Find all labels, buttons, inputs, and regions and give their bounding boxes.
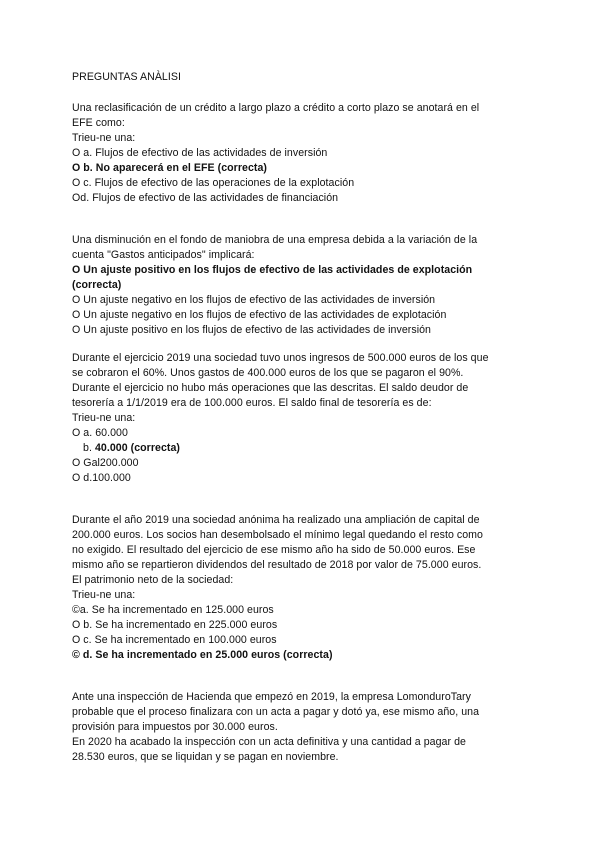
q3-stem-line: se cobraron el 60%. Unos gastos de 400.000 euros de los que se pagaron el 90%. bbox=[72, 367, 464, 379]
q3-option-b-text: 40.000 (correcta) bbox=[94, 442, 180, 454]
q3-option-c: O Gal200.000 bbox=[72, 457, 139, 469]
q1-stem-line: EFE como: bbox=[72, 117, 125, 129]
q4-option-a: ©a. Se ha incrementado en 125.000 euros bbox=[72, 604, 274, 616]
q2-stem-line: cuenta "Gastos anticipados" implicará: bbox=[72, 249, 255, 261]
q3-option-a: O a. 60.000 bbox=[72, 427, 128, 439]
q2-correct-option: O Un ajuste positivo en los flujos de efectivo de las actividades de explotación bbox=[72, 264, 473, 276]
q3-stem-line: Durante el ejercicio no hubo más operaciones que las descritas. El saldo deudor de bbox=[72, 382, 469, 394]
q3-stem-line: tesorería a 1/1/2019 era de 100.000 euros. El saldo final de tesorería es de: bbox=[72, 397, 432, 409]
q2-option: O Un ajuste negativo en los flujos de efectivo de las actividades de inversión bbox=[72, 294, 436, 306]
page-heading: PREGUNTAS ANÀLISI bbox=[72, 71, 181, 83]
q4-stem-line: Durante el año 2019 una sociedad anónima ha realizado una ampliación de capital de bbox=[72, 514, 480, 526]
q3-instruction: Trieu-ne una: bbox=[72, 412, 136, 424]
q5-stem-line: Ante una inspección de Hacienda que empezó en 2019, la empresa LomonduroTary bbox=[72, 691, 471, 703]
q2-option: O Un ajuste positivo en los flujos de efectivo de las actividades de inversión bbox=[72, 324, 431, 336]
q1-option-c: O c. Flujos de efectivo de las operaciones de la explotación bbox=[72, 177, 355, 189]
q1-option-a: O a. Flujos de efectivo de las actividades de inversión bbox=[72, 147, 328, 159]
q1-stem-line: Una reclasificación de un crédito a largo plazo a crédito a corto plazo se anotará en el bbox=[72, 102, 480, 114]
q5-stem-line: provisión para impuestos por 30.000 euros. bbox=[72, 721, 278, 733]
q4-stem-line: mismo año se repartieron dividendos del resultado de 2018 por valor de 75.000 euros. bbox=[72, 559, 482, 571]
q1-instruction: Trieu-ne una: bbox=[72, 132, 136, 144]
q2-correct-label: (correcta) bbox=[72, 279, 122, 291]
q3-option-b-prefix: b. bbox=[83, 442, 95, 454]
q5-stem-line: probable que el proceso finalizara con un acta a pagar y dotó ya, ese mismo año, una bbox=[72, 706, 480, 718]
q3-option-d: O d.100.000 bbox=[72, 472, 131, 484]
q2-option: O Un ajuste negativo en los flujos de efectivo de las actividades de explotación bbox=[72, 309, 447, 321]
q4-option-c: O c. Se ha incrementado en 100.000 euros bbox=[72, 634, 277, 646]
q2-stem-line: Una disminución en el fondo de maniobra de una empresa debida a la variación de la bbox=[72, 234, 478, 246]
q5-stem-line: 28.530 euros, que se liquidan y se pagan en noviembre. bbox=[72, 751, 339, 763]
q3-option-b-correct bbox=[83, 441, 180, 456]
q4-stem-line: 200.000 euros. Los socios han desembolsado el mínimo legal quedando el resto como bbox=[72, 529, 483, 541]
q3-stem-line: Durante el ejercicio 2019 una sociedad tuvo unos ingresos de 500.000 euros de los que bbox=[72, 352, 489, 364]
q1-option-d: Od. Flujos de efectivo de las actividades de financiación bbox=[72, 192, 339, 204]
q1-option-b-correct: O b. No aparecerá en el EFE (correcta) bbox=[72, 162, 268, 174]
q5-stem-line: En 2020 ha acabado la inspección con un acta definitiva y una cantidad a pagar de bbox=[72, 736, 466, 748]
q4-stem-line: no exigido. El resultado del ejercicio de ese mismo año ha sido de 50.000 euros. Ese bbox=[72, 544, 476, 556]
q4-instruction: Trieu-ne una: bbox=[72, 589, 136, 601]
q4-option-d-correct: © d. Se ha incrementado en 25.000 euros (correcta) bbox=[72, 649, 333, 661]
q4-stem-line: El patrimonio neto de la sociedad: bbox=[72, 574, 234, 586]
q4-option-b: O b. Se ha incrementado en 225.000 euros bbox=[72, 619, 278, 631]
